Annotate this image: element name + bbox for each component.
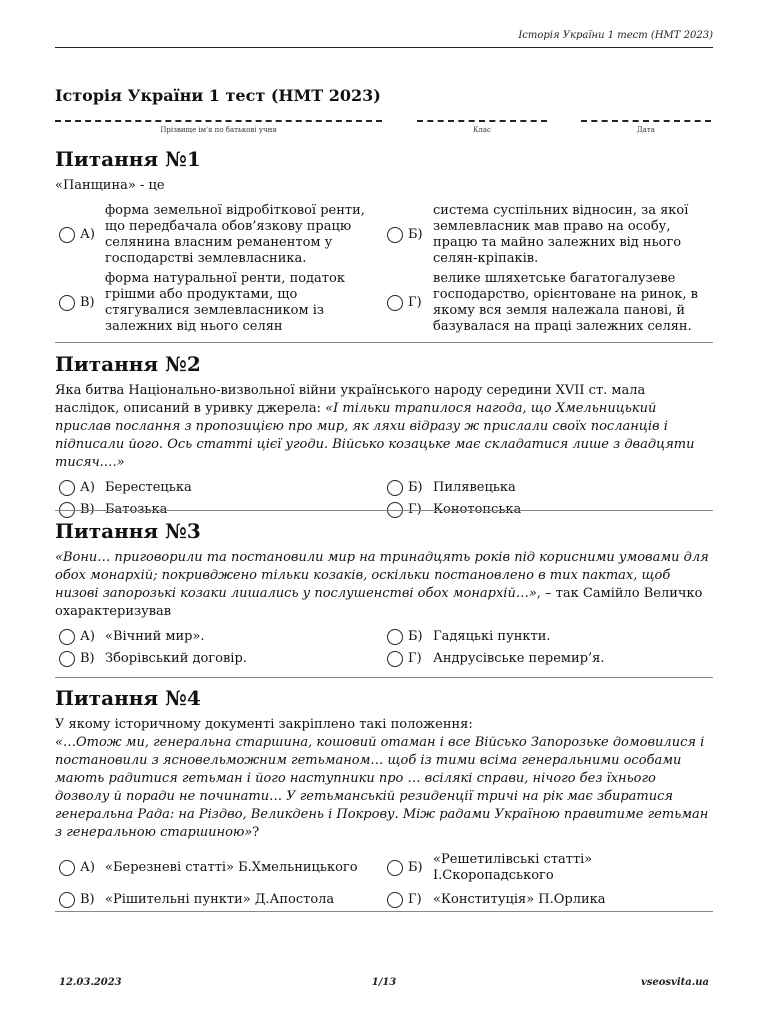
question-title: Питання №4	[55, 686, 201, 710]
radio-button[interactable]	[59, 227, 75, 243]
option-letter: В)	[80, 295, 95, 310]
option-letter: А)	[80, 629, 95, 644]
student-fields	[55, 116, 713, 138]
answer-option-b[interactable]	[383, 203, 713, 267]
question-quote: «…Отож ми, генеральна старшина, кошовий отаман і все Військо Запорозьке домовилися і постановили з ясновельможним гетьманом… щоб із тими всіма генеральними особами мають радитися гетьман і його наступники про … всілякі справи, нічого без їхнього дозволу й поради не починати… У гетьманській резиденції тричі на рік має збиратися генеральна Рада: на Різдво, Великдень і Покрову. Між радами Україною правитиме гетьман з генеральною старшиною»	[55, 735, 709, 840]
answer-option-a[interactable]	[55, 852, 383, 884]
option-letter: Б)	[408, 480, 423, 495]
name-field[interactable]	[55, 116, 382, 134]
radio-button[interactable]	[387, 480, 403, 496]
option-text: Батозька	[105, 502, 168, 517]
date-field-label: Дата	[637, 126, 655, 134]
answer-option-a[interactable]	[55, 203, 383, 267]
radio-button[interactable]	[59, 651, 75, 667]
radio-button[interactable]	[387, 892, 403, 908]
option-text: Пилявецька	[433, 480, 516, 495]
option-letter: Г)	[408, 295, 422, 310]
class-field[interactable]	[417, 116, 547, 134]
question-divider	[55, 677, 713, 678]
option-text: Берестецька	[105, 480, 192, 495]
radio-button[interactable]	[387, 227, 403, 243]
answer-option-h[interactable]	[383, 892, 713, 908]
question-text-end: ?	[252, 825, 260, 840]
option-text: «Решетилівські статті» І.Скоропадського	[433, 852, 593, 883]
answer-options	[55, 852, 713, 908]
question-2	[55, 352, 713, 518]
radio-button[interactable]	[387, 651, 403, 667]
radio-button[interactable]	[59, 892, 75, 908]
question-quote: «І тільки трапилося нагода, що Хмельницький прислав послання з пропозицією про мир, як ляхи відразу ж прислали своїх посланців і підписали його. Ось статті цієї угоди. Військо козацьке має складатися лише з двадцяти тисяч.…»	[55, 401, 695, 470]
radio-button[interactable]	[387, 295, 403, 311]
answer-option-v[interactable]	[55, 271, 383, 335]
radio-button[interactable]	[387, 860, 403, 876]
radio-button[interactable]	[387, 629, 403, 645]
name-field-line	[55, 120, 382, 122]
option-letter: А)	[80, 480, 95, 495]
question-text-plain: «Панщина» - це	[55, 178, 165, 193]
option-letter: А)	[80, 860, 95, 875]
radio-button[interactable]	[59, 860, 75, 876]
answer-option-h[interactable]	[383, 271, 713, 335]
option-text: система суспільних відносин, за якої землевласник мав право на особу, працю та майно залежних від нього селян-кріпаків.	[433, 203, 689, 266]
option-letter: Б)	[408, 860, 423, 875]
answer-option-a[interactable]	[55, 629, 383, 645]
running-title: Історія України 1 тест (НМТ 2023)	[518, 30, 713, 41]
class-field-line	[417, 120, 547, 122]
question-text	[55, 549, 713, 621]
option-text: велике шляхетське багатогалузеве господарство, орієнтоване на ринок, в якому вся земля належала панові, й базувалася на праці залежних селян.	[433, 271, 698, 334]
class-field-label: Клас	[473, 126, 491, 134]
date-field-line	[581, 120, 711, 122]
answer-options	[55, 203, 713, 335]
option-letter: В)	[80, 502, 95, 517]
answer-option-b[interactable]	[383, 852, 713, 884]
footer-site: vseosvita.ua	[640, 977, 709, 988]
radio-button[interactable]	[59, 295, 75, 311]
option-letter: В)	[80, 651, 95, 666]
option-letter: А)	[80, 227, 95, 242]
name-field-label: Прізвище ім'я по батькові учня	[160, 126, 277, 134]
option-text: Конотопська	[433, 502, 522, 517]
option-text: форма земельної відробіткової ренти, що передбачала обов’язкову працю селянина власним реманентом у господарстві землевласника.	[105, 203, 365, 266]
question-4	[55, 686, 713, 908]
page-header	[55, 30, 713, 48]
date-field[interactable]	[581, 116, 711, 134]
question-text	[55, 177, 713, 195]
answer-option-b[interactable]	[383, 629, 713, 645]
answer-option-v[interactable]	[55, 892, 383, 908]
question-title: Питання №3	[55, 519, 201, 543]
question-1	[55, 147, 713, 335]
question-3	[55, 519, 713, 667]
option-text: Андрусівське перемир’я.	[433, 651, 605, 666]
question-divider	[55, 510, 713, 511]
question-divider	[55, 342, 713, 343]
option-text: «Рішительні пункти» Д.Апостола	[105, 892, 335, 907]
radio-button[interactable]	[59, 480, 75, 496]
answer-option-v[interactable]	[55, 651, 383, 667]
question-text-plain: , – так Самійло Величко охарактеризував	[55, 586, 703, 619]
question-text	[55, 716, 713, 842]
footer-page-number: 1/13	[371, 977, 397, 988]
option-letter: Б)	[408, 227, 423, 242]
answer-option-h[interactable]	[383, 651, 713, 667]
question-text	[55, 382, 713, 472]
option-text: Зборівський договір.	[105, 651, 247, 666]
question-title: Питання №1	[55, 147, 201, 171]
answer-option-a[interactable]	[55, 480, 383, 496]
option-letter: Г)	[408, 892, 422, 907]
option-text: форма натуральної ренти, податок грішми або продуктами, що стягувалися землевласником із залежних від нього селян	[105, 271, 345, 334]
option-letter: Б)	[408, 629, 423, 644]
question-text-plain: Яка битва Національно-визвольної війни українського народу середини XVII ст. мала наслідок, описаний в уривку джерела:	[55, 383, 646, 416]
option-letter: Г)	[408, 651, 422, 666]
option-letter: В)	[80, 892, 95, 907]
test-title: Історія України 1 тест (НМТ 2023)	[55, 86, 381, 105]
option-text: Гадяцькі пункти.	[433, 629, 551, 644]
question-title: Питання №2	[55, 352, 201, 376]
option-text: «Вічний мир».	[105, 629, 205, 644]
answer-option-b[interactable]	[383, 480, 713, 496]
question-text-plain: У якому історичному документі закріплено такі положення:	[55, 717, 473, 732]
answer-options	[55, 480, 713, 518]
option-text: «Конституція» П.Орлика	[433, 892, 606, 907]
option-text: «Березневі статті» Б.Хмельницького	[105, 860, 358, 875]
answer-options	[55, 629, 713, 667]
question-quote: «Вони… приговорили та постановили мир на тринадцять років під корисними умовами для обох монархій; покривджено тільки козаків, оскільки постановлено в тих пактах, щоб низові запорозькі козаки лишались у послушенстві обох монархій…»	[55, 550, 709, 601]
option-letter: Г)	[408, 502, 422, 517]
radio-button[interactable]	[59, 629, 75, 645]
footer-date: 12.03.2023	[59, 977, 122, 988]
question-divider	[55, 911, 713, 912]
